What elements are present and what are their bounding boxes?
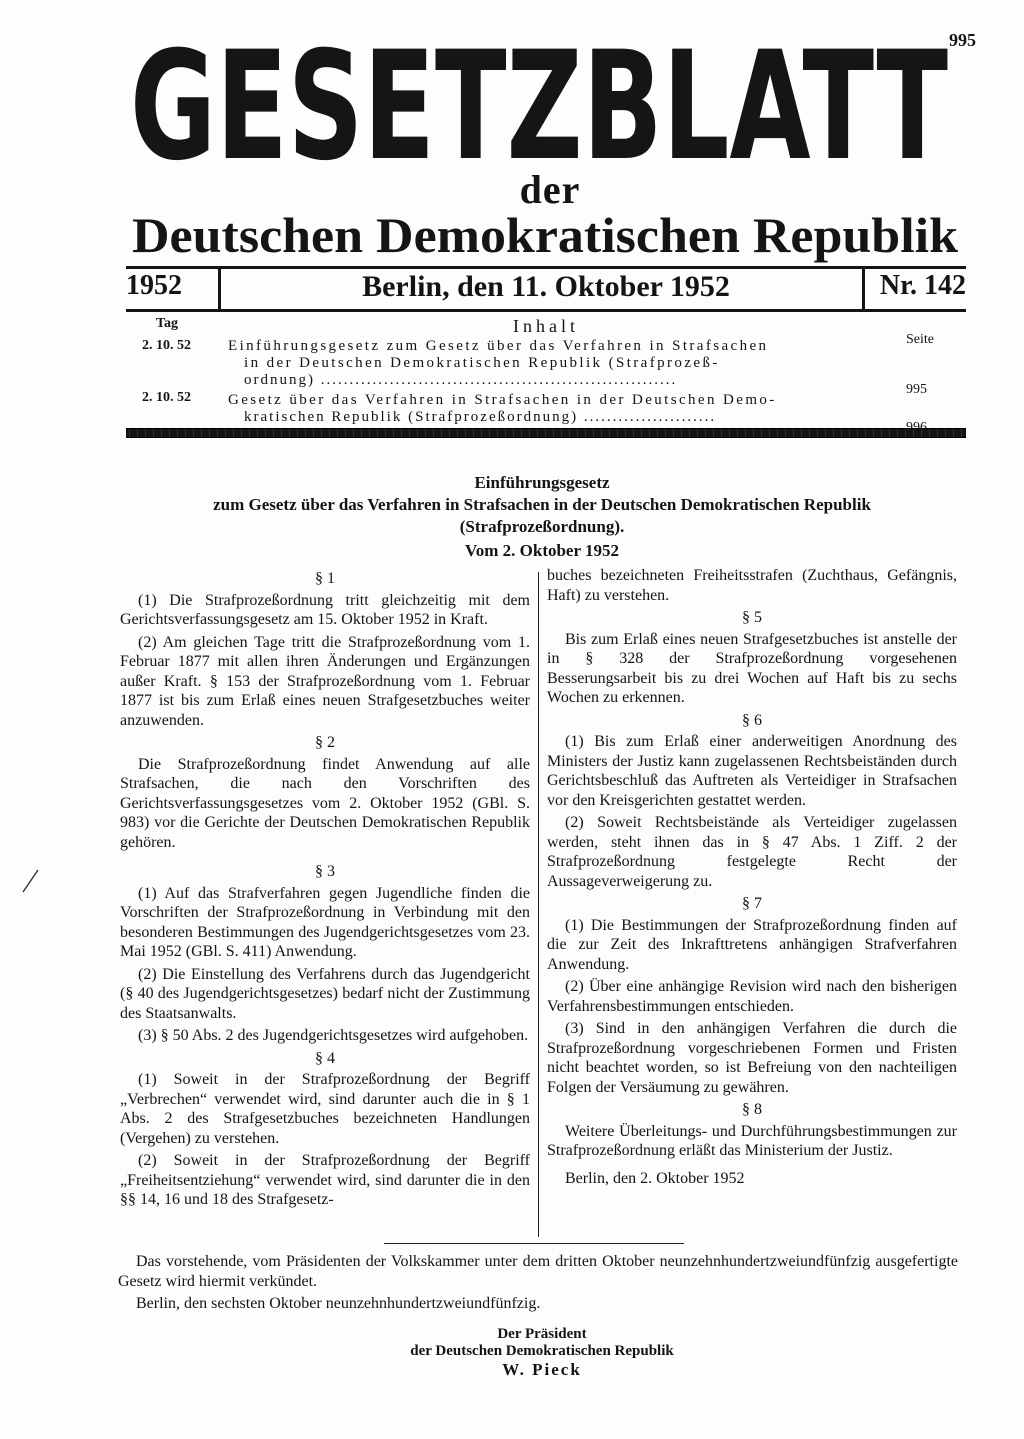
toc-entry-line: ordnung) ..............................................................	[244, 372, 678, 388]
page-number: 995	[949, 30, 976, 50]
paragraph: (2) Über eine anhängige Revision wird nach den bisherigen Verfahrensbestimmungen entschieden.	[547, 978, 957, 1015]
law-title-line2: zum Gesetz über das Verfahren in Strafsachen in der Deutschen Demokratischen Republik	[213, 495, 871, 514]
paragraph: (1) Bis zum Erlaß einer anderweitigen Anordnung des Ministers der Justiz kann zugelassenen Rechtsbeiständen durch Gerichtsbeschluß das Auftreten als Verteidiger in Strafsachen vor den Kreisgerichten gestattet werden.	[547, 733, 957, 809]
section-heading: § 5	[742, 609, 762, 626]
section-heading: § 3	[315, 863, 335, 880]
section-heading: § 7	[742, 895, 762, 912]
section-heading: § 2	[315, 734, 335, 751]
signature-name-text: W. Pieck	[502, 1360, 582, 1379]
column-divider	[538, 572, 539, 1237]
table-of-contents	[126, 316, 966, 460]
issue-rule-bottom	[126, 309, 966, 312]
paragraph: buches bezeichneten Freiheitsstrafen (Zuchthaus, Gefängnis, Haft) zu verstehen.	[547, 567, 957, 604]
signature-title: Der Präsident	[497, 1326, 587, 1342]
masthead-ddr	[130, 206, 960, 266]
toc-heavy-rule	[126, 428, 966, 438]
issue-year: 1952	[126, 270, 182, 301]
paragraph: (2) Soweit in der Strafprozeßordnung der Begriff „Freiheitsentziehung“ verwendet wird, sind darunter die in den §§ 14, 16 und 18 des Strafgesetz-	[120, 1152, 530, 1208]
left-column	[120, 566, 530, 1213]
paragraph: (3) Sind in den anhängigen Verfahren die durch die Strafprozeßordnung vorgeschriebenen Formen und Fristen nicht beachtet worden, so ist Befreiung von den nachteiligen Folgen der Versäumung zu gewähren.	[547, 1020, 957, 1096]
paragraph: (1) Auf das Strafverfahren gegen Jugendliche finden die Vorschriften der Strafprozeßordnung in Verbindung mit den besonderen Bestimmungen des Jugendgerichtsgesetzes vom 23. Mai 1952 (GBl. S. 411) Anwendung.	[120, 884, 530, 960]
paragraph: (1) Die Bestimmungen der Strafprozeßordnung finden auf die zur Zeit des Inkrafttretens anhängigen Strafverfahren Anwendung.	[547, 916, 957, 973]
signature-name	[122, 1361, 962, 1380]
section-heading: § 1	[315, 570, 335, 587]
issue-divider-right	[862, 266, 865, 312]
toc-heading: Inhalt	[513, 316, 579, 336]
section-heading: § 6	[742, 711, 762, 729]
issue-bar	[126, 266, 966, 312]
issue-number: Nr. 142	[879, 270, 966, 301]
closing-rule	[384, 1243, 684, 1244]
paragraph: (2) Soweit Rechtsbeistände als Verteidiger zugelassen werden, steht ihnen das in § 47 Abs. 1 Ziff. 2 der Strafprozeßordnung festgelegte Recht der Aussageverweigerung zu.	[547, 814, 957, 890]
toc-tag-label: Tag	[156, 316, 179, 331]
paragraph: (1) Soweit in der Strafprozeßordnung der Begriff „Verbrechen“ verwendet wird, sind darunter auch die in § 1 Abs. 2 des Strafgesetzbuches bezeichneten Handlungen (Vergehen) zu verstehen.	[120, 1071, 530, 1147]
proclamation	[118, 1252, 958, 1291]
paragraph: (3) § 50 Abs. 2 des Jugendgerichtsgesetzes wird aufgehoben.	[138, 1027, 529, 1044]
paragraph: Weitere Überleitungs- und Durchführungsbestimmungen zur Strafprozeßordnung erläßt das Ministerium der Justiz.	[547, 1122, 957, 1159]
masthead-ddr-text: Deutschen Demokratischen Republik	[132, 207, 959, 263]
signature-office: der Deutschen Demokratischen Republik	[410, 1343, 674, 1359]
section-heading: § 4	[315, 1049, 335, 1067]
toc-entry-text[interactable]	[228, 338, 876, 389]
issue-date: Berlin, den 11. Oktober 1952	[362, 270, 730, 303]
toc-entry-line: Gesetz über das Verfahren in Strafsachen in der Deutschen Demo-	[228, 392, 777, 408]
paragraph: Das vorstehende, vom Präsidenten der Volkskammer unter dem dritten Oktober neunzehnhundertzweiundfünfzig ausgefertigte Gesetz wird hiermit verkündet.	[118, 1253, 958, 1290]
paragraph: Die Strafprozeßordnung findet Anwendung auf alle Strafsachen, die nach den Vorschriften des Gerichtsverfassungsgesetzes vom 2. Oktober 1952 (GBl. S. 983) vor die Gerichte der Deutschen Demokratischen Republik gehören.	[120, 755, 530, 851]
toc-entry-text[interactable]	[228, 392, 876, 426]
paragraph: Bis zum Erlaß eines neuen Strafgesetzbuches ist anstelle der in § 328 der Strafprozeßordnung vorgesehenen Besserungsarbeit bis zu drei Wochen auf Haft bis zu sechs Wochen zu erkennen.	[547, 630, 957, 706]
toc-entry-page: 995	[906, 382, 927, 397]
masthead-der: der	[519, 167, 581, 212]
masthead-title	[128, 38, 950, 170]
paragraph: (2) Die Einstellung des Verfahrens durch das Jugendgericht (§ 40 des Jugendgerichtsgesetzes) bedarf nicht der Zustimmung des Staatsanwalts.	[120, 965, 530, 1022]
law-title-date: Vom 2. Oktober 1952	[465, 541, 619, 560]
paragraph: (1) Die Strafprozeßordnung tritt gleichzeitig mit dem Gerichtsverfassungsgesetz am 15. Oktober 1952 in Kraft.	[120, 591, 530, 628]
law-title-line1: Einführungsgesetz	[474, 473, 610, 492]
paragraph: Berlin, den sechsten Oktober neunzehnhundertzweiundfünfzig.	[136, 1295, 541, 1312]
toc-seite-label: Seite	[906, 332, 934, 347]
paragraph: (2) Am gleichen Tage tritt die Strafprozeßordnung vom 1. Februar 1877 mit allen ihren Änderungen und Ergänzungen außer Kraft. § 153 der Strafprozeßordnung vom 1. Februar 1877 ist bis zum Erlaß eines neuen Strafgesetzbuches weiter anzuwenden.	[120, 633, 530, 729]
toc-entry-line: kratischen Republik (Strafprozeßordnung) .......................	[244, 409, 717, 425]
margin-pencil-mark	[20, 868, 42, 894]
toc-entry-date: 2. 10. 52	[142, 390, 191, 405]
issue-divider-left	[218, 266, 221, 312]
masthead-title-text: GESETZBLATT	[130, 38, 948, 170]
law-title-line3: (Strafprozeßordnung).	[459, 517, 625, 536]
right-column	[547, 566, 957, 1191]
section-heading: § 8	[742, 1101, 762, 1118]
issue-rule-top	[126, 266, 966, 269]
place-date: Berlin, den 2. Oktober 1952	[565, 1169, 745, 1187]
proclamation-place	[118, 1294, 958, 1314]
toc-entry-line: in der Deutschen Demokratischen Republik (Strafprozeß-	[244, 355, 720, 371]
toc-entry-date: 2. 10. 52	[142, 338, 191, 353]
toc-entry-line: Einführungsgesetz zum Gesetz über das Verfahren in Strafsachen	[228, 338, 769, 354]
